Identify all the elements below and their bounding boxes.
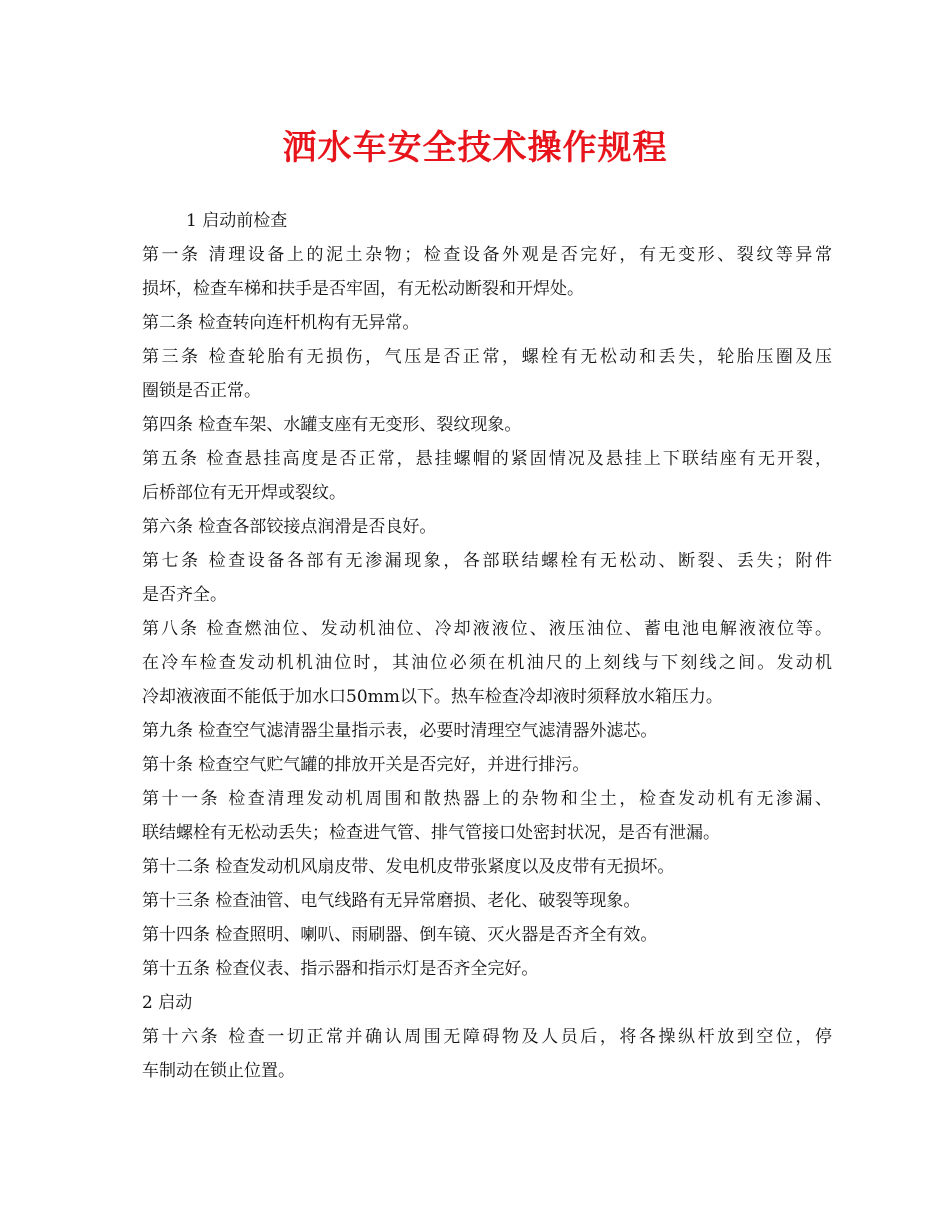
body-line: 冷却液液面不能低于加水口50mm以下。热车检查冷却液时须释放水箱压力。 xyxy=(142,687,723,707)
body-line: 第六条 检查各部铰接点润滑是否良好。 xyxy=(142,517,437,537)
body-line: 第十三条 检查油管、电气线路有无异常磨损、老化、破裂等现象。 xyxy=(142,891,641,911)
body-line: 车制动在锁止位置。 xyxy=(142,1061,295,1081)
body-line: 第十二条 检查发动机风扇皮带、发电机皮带张紧度以及皮带有无损坏。 xyxy=(142,857,675,877)
body-line: 圈锁是否正常。 xyxy=(142,381,261,401)
body-line: 第十条 检查空气贮气罐的排放开关是否完好，并进行排污。 xyxy=(142,755,590,775)
body-line: 第五条 检查悬挂高度是否正常，悬挂螺帽的紧固情况及悬挂上下联结座有无开裂， xyxy=(142,449,832,469)
body-line: 1 启动前检查 xyxy=(186,211,288,231)
body-line: 后桥部位有无开焊或裂纹。 xyxy=(142,483,346,503)
body-line: 第十四条 检查照明、喇叭、雨刷器、倒车镜、灭火器是否齐全有效。 xyxy=(142,925,658,945)
body-line: 在冷车检查发动机机油位时，其油位必须在机油尺的上刻线与下刻线之间。发动机 xyxy=(142,653,832,673)
body-line: 联结螺栓有无松动丢失；检查进气管、排气管接口处密封状况，是否有泄漏。 xyxy=(142,823,720,843)
body-line: 第二条 检查转向连杆机构有无异常。 xyxy=(142,313,420,333)
body-line: 第一条 清理设备上的泥土杂物；检查设备外观是否完好，有无变形、裂纹等异常 xyxy=(142,245,832,265)
document-title: 洒水车安全技术操作规程 xyxy=(282,128,668,168)
body-line: 损坏，检查车梯和扶手是否牢固，有无松动断裂和开焊处。 xyxy=(142,279,584,299)
body-line: 2 启动 xyxy=(142,993,193,1013)
body-line: 第十一条 检查清理发动机周围和散热器上的杂物和尘土，检查发动机有无渗漏、 xyxy=(142,789,832,809)
body-line: 是否齐全。 xyxy=(142,585,227,605)
body-line: 第十五条 检查仪表、指示器和指示灯是否齐全完好。 xyxy=(142,959,539,979)
body-line: 第七条 检查设备各部有无渗漏现象，各部联结螺栓有无松动、断裂、丢失；附件 xyxy=(142,551,832,571)
document-body xyxy=(142,204,832,1088)
body-line: 第四条 检查车架、水罐支座有无变形、裂纹现象。 xyxy=(142,415,522,435)
body-line: 第八条 检查燃油位、发动机油位、冷却液液位、液压油位、蓄电池电解液液位等。 xyxy=(142,619,832,639)
body-line: 第三条 检查轮胎有无损伤，气压是否正常，螺栓有无松动和丢失，轮胎压圈及压 xyxy=(142,347,832,367)
body-line: 第九条 检查空气滤清器尘量指示表，必要时清理空气滤清器外滤芯。 xyxy=(142,721,658,741)
body-line: 第十六条 检查一切正常并确认周围无障碍物及人员后，将各操纵杆放到空位，停 xyxy=(142,1027,832,1047)
